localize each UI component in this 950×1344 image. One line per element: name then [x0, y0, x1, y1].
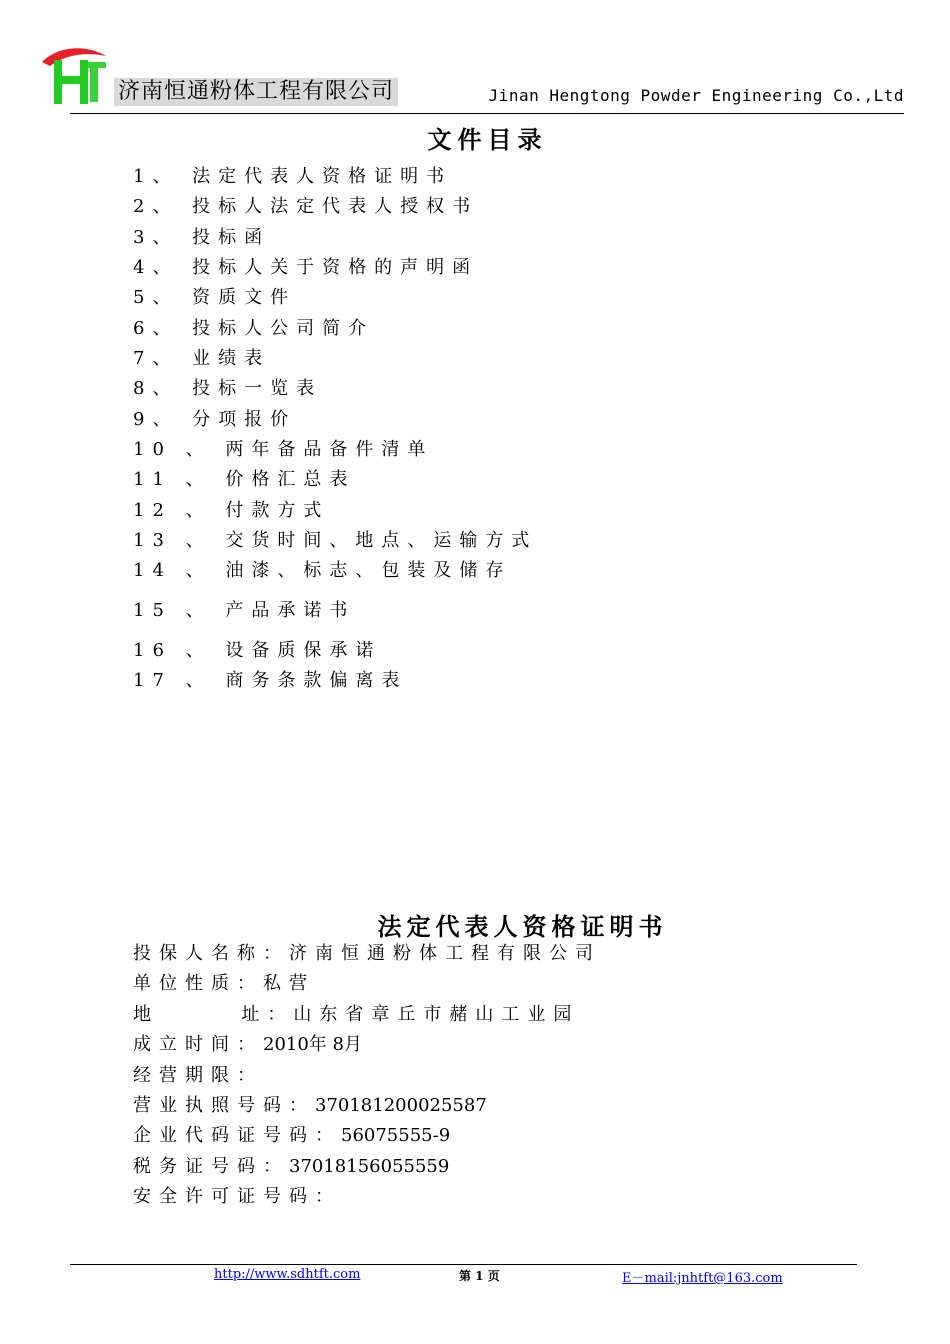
- field-label: 企业代码证号码：: [133, 1125, 341, 1146]
- field-value: 山东省章丘市赭山工业园: [293, 1004, 580, 1025]
- field-label: 税务证号码：: [133, 1156, 289, 1177]
- company-name-en: Jinan Hengtong Powder Engineering Co.,Ltd: [488, 86, 904, 105]
- field-label: 安全许可证号码：: [133, 1186, 341, 1207]
- field-safety-permit: [133, 1184, 341, 1210]
- toc-item: 17 、 商务条款偏离表: [133, 670, 408, 691]
- toc-item: 16 、 设备质保承诺: [133, 640, 382, 661]
- footer-page-number: 第 1 页: [459, 1269, 500, 1283]
- field-label: 单位性质：: [133, 973, 263, 994]
- header-divider: [70, 113, 904, 114]
- toc-item: 5、 资质文件: [133, 287, 297, 308]
- field-value: 济南恒通粉体工程有限公司: [289, 943, 601, 964]
- toc-item: 11 、 价格汇总表: [133, 469, 356, 490]
- field-value: 37018156055559: [289, 1156, 450, 1177]
- ht-logo-icon: [40, 44, 110, 108]
- toc-item: 12 、 付款方式: [133, 500, 330, 521]
- toc-item: 4、 投标人关于资格的声明函: [133, 257, 479, 278]
- footer-divider: [70, 1264, 857, 1265]
- field-org-code: [133, 1123, 450, 1149]
- toc-item: 8、 投标一览表: [133, 378, 323, 399]
- field-value: 私营: [263, 973, 315, 994]
- toc-item: 15 、 产品承诺书: [133, 600, 356, 621]
- toc-item: 3、 投标函: [133, 227, 271, 248]
- field-operating-period: [133, 1063, 263, 1089]
- company-name-cn: 济南恒通粉体工程有限公司: [114, 78, 398, 106]
- field-address: [133, 1002, 579, 1028]
- field-label: 营业执照号码：: [133, 1095, 315, 1116]
- toc-item: 14 、 油漆、标志、包装及储存: [133, 560, 512, 581]
- field-label: 地 址：: [133, 1004, 294, 1025]
- field-entity-type: [133, 971, 315, 997]
- footer-website-link[interactable]: http://www.sdhtft.com: [214, 1267, 361, 1282]
- field-value: 370181200025587: [315, 1095, 487, 1116]
- field-business-license: [133, 1093, 487, 1119]
- field-established: [133, 1032, 362, 1058]
- toc-item: 10 、 两年备品备件清单: [133, 439, 434, 460]
- field-label: 经营期限：: [133, 1065, 263, 1086]
- field-value: 56075555-9: [341, 1125, 451, 1146]
- field-value: 2010年 8月: [263, 1034, 362, 1055]
- field-label: 投保人名称：: [133, 943, 289, 964]
- certificate-title: 法定代表人资格证明书: [377, 913, 668, 941]
- toc-item: 7、 业绩表: [133, 348, 271, 369]
- field-tax-code: [133, 1154, 449, 1180]
- toc-item: 13 、 交货时间、地点、运输方式: [133, 530, 538, 551]
- toc-title: 文件目录: [427, 126, 548, 154]
- toc-item: 1、 法定代表人资格证明书: [133, 166, 453, 187]
- toc-item: 6、 投标人公司简介: [133, 318, 375, 339]
- field-label: 成立时间：: [133, 1034, 263, 1055]
- footer-email-link[interactable]: E－mail:jnhtft@163.com: [622, 1271, 783, 1286]
- toc-item: 9、 分项报价: [133, 409, 297, 430]
- toc-item: 2、 投标人法定代表人授权书: [133, 196, 479, 217]
- field-insured-name: [133, 941, 601, 967]
